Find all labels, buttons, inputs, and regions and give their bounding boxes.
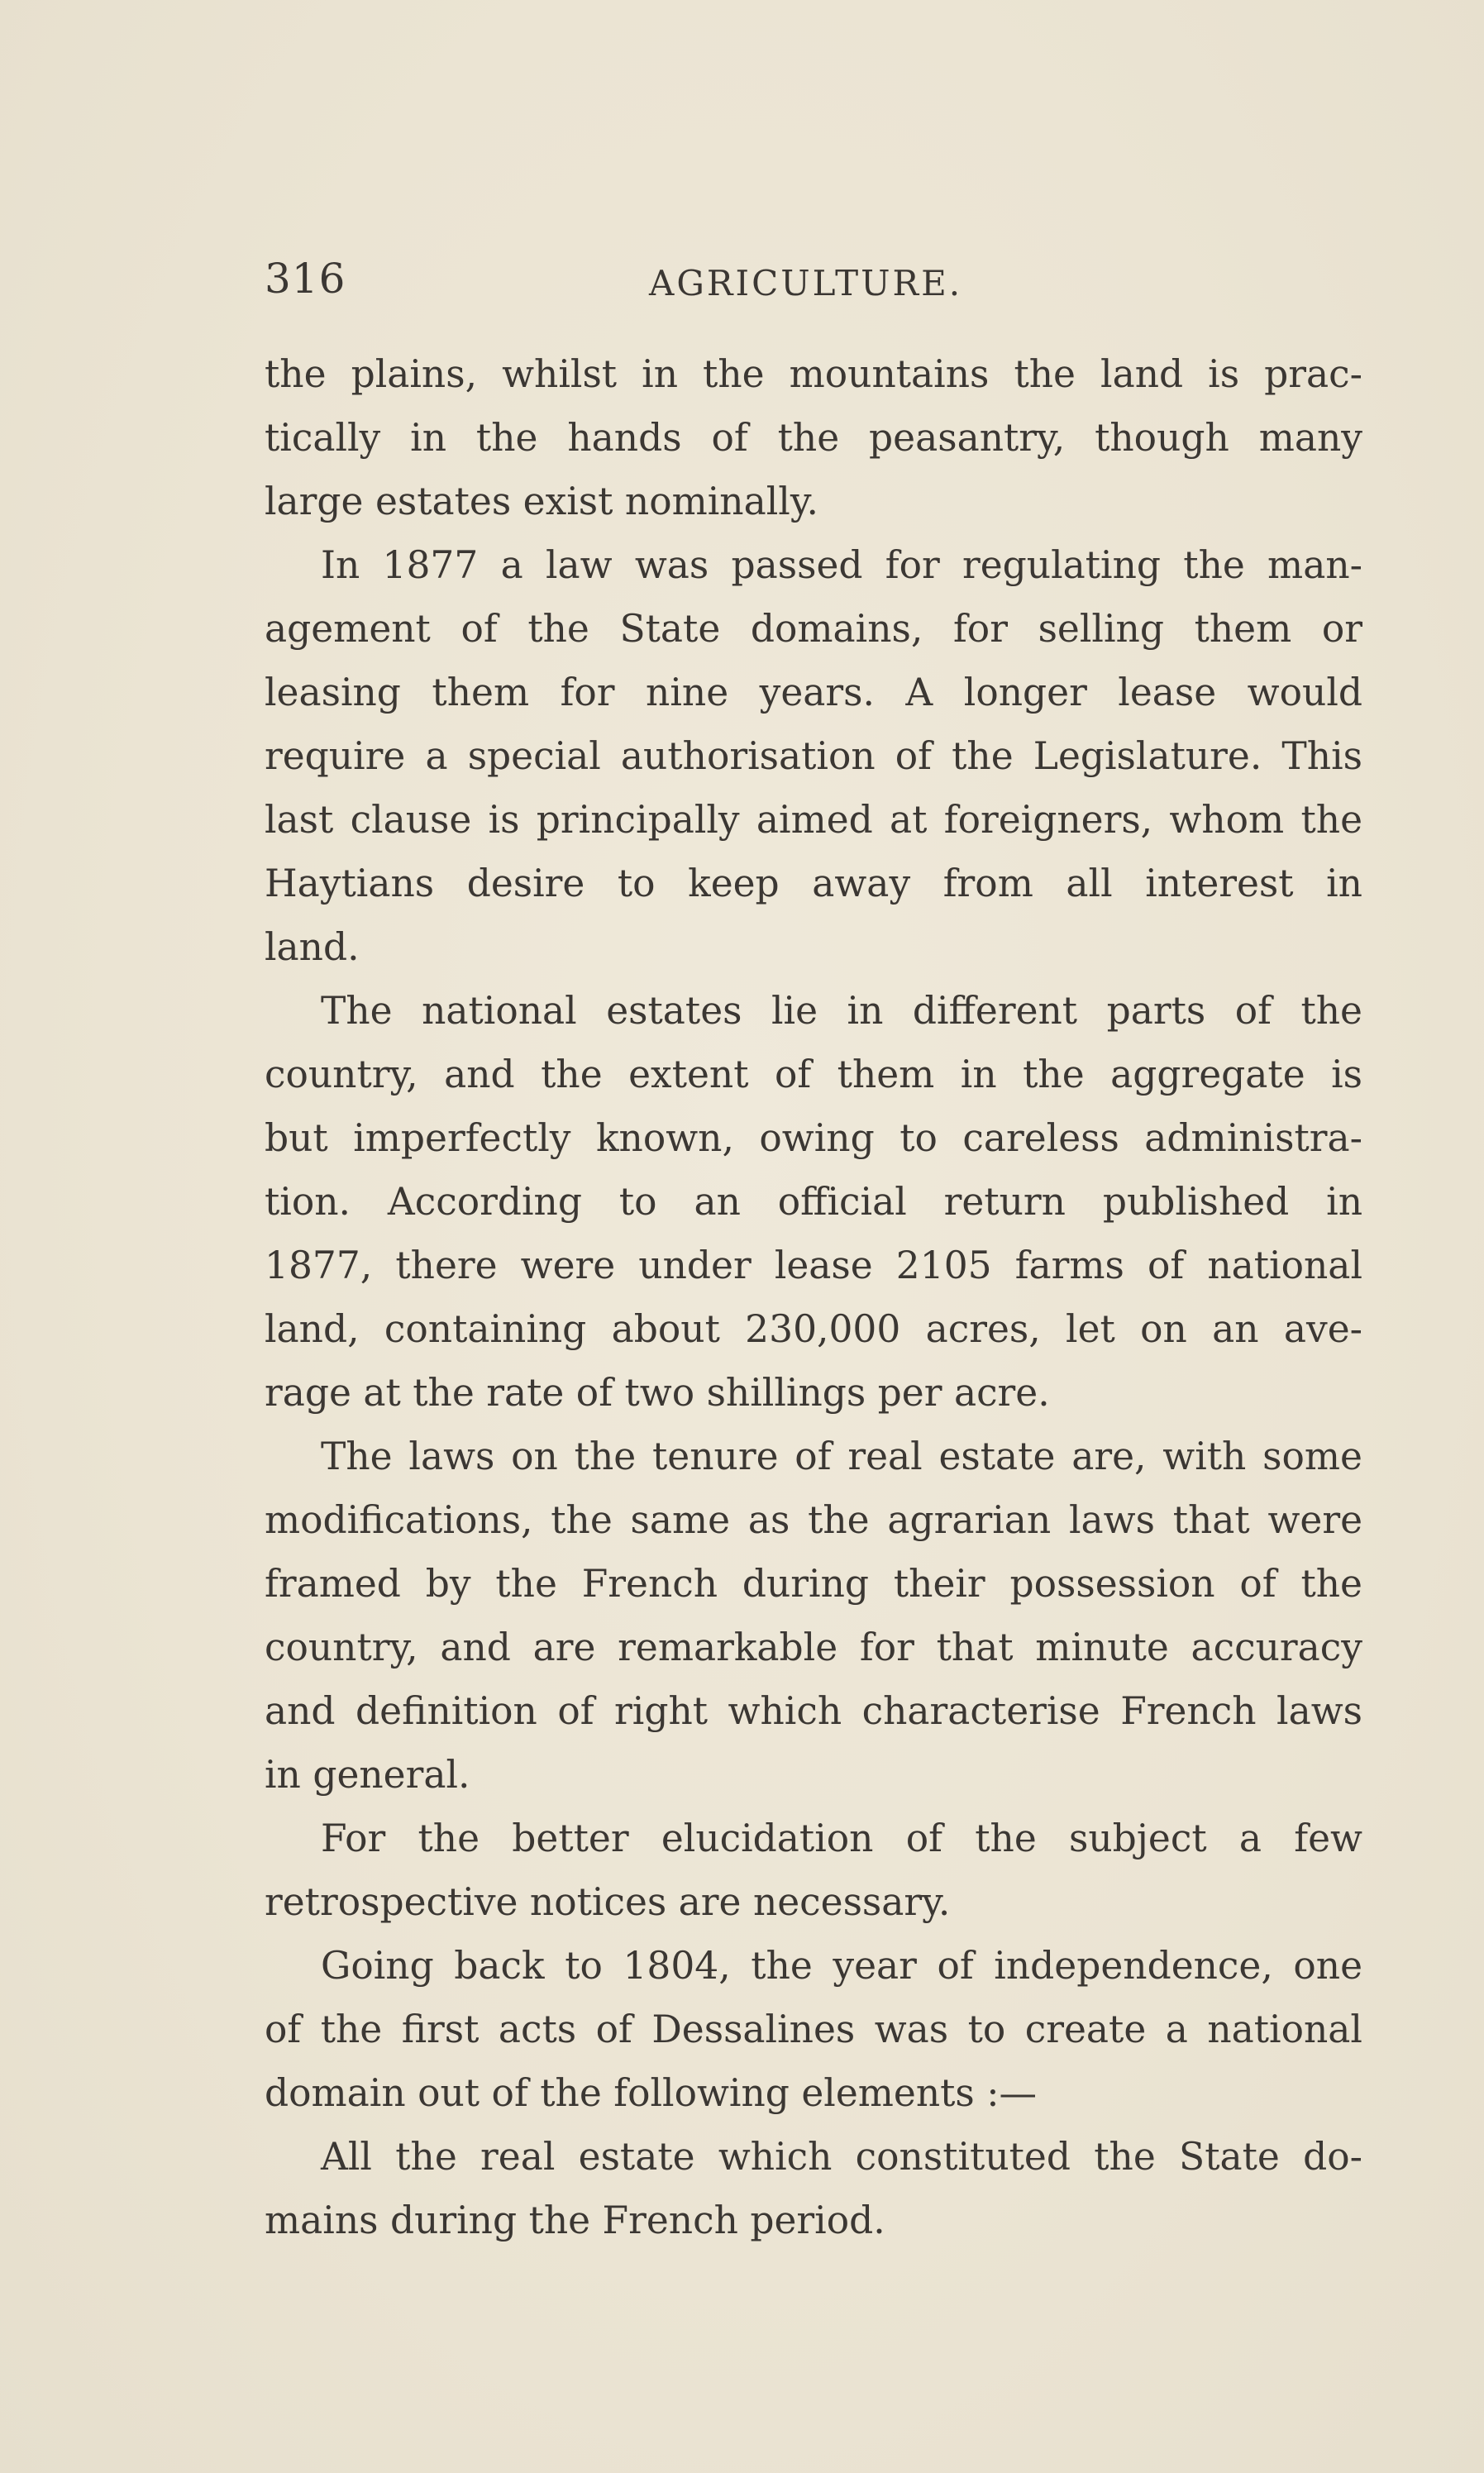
text-line: but imperfectly known, owing to careless administra- — [265, 1116, 1362, 1160]
text-line: country, and are remarkable for that minute accuracy — [265, 1626, 1362, 1669]
text-line: land, containing about 230,000 acres, let on an ave- — [265, 1307, 1362, 1351]
text-line: 1877, there were under lease 2105 farms of national — [265, 1244, 1362, 1287]
text-line: large estates exist nominally. — [265, 480, 818, 523]
text-line: modifications, the same as the agrarian laws that were — [265, 1498, 1362, 1542]
text-line: framed by the French during their possession of the — [265, 1562, 1362, 1606]
text-line: of the first acts of Dessalines was to create a national — [265, 2008, 1362, 2051]
text-line: retrospective notices are necessary. — [265, 1880, 951, 1924]
paragraph-start-line: All the real estate which constituted the State do- — [321, 2135, 1362, 2179]
paragraph-start-line: Going back to 1804, the year of independence, one — [321, 1944, 1362, 1988]
text-line: mains during the French period. — [265, 2198, 885, 2242]
text-line: Haytians desire to keep away from all interest in — [265, 862, 1362, 905]
page-header — [265, 250, 1356, 308]
page-number: 316 — [265, 255, 346, 303]
running-head: AGRICULTURE. — [649, 263, 963, 303]
text-line: country, and the extent of them in the aggregate is — [265, 1053, 1362, 1096]
text-line: leasing them for nine years. A longer lease would — [265, 671, 1362, 714]
text-line: tion. According to an official return published in — [265, 1180, 1362, 1224]
text-line: the plains, whilst in the mountains the land is prac- — [265, 352, 1362, 396]
text-line: and definition of right which characterise French laws — [265, 1689, 1362, 1733]
text-line: agement of the State domains, for selling them or — [265, 607, 1362, 651]
paragraph-start-line: The national estates lie in different parts of the — [321, 989, 1362, 1033]
text-line: rage at the rate of two shillings per acre. — [265, 1371, 1050, 1415]
text-line: domain out of the following elements :— — [265, 2071, 1038, 2115]
text-line: in general. — [265, 1753, 470, 1797]
paragraph-start-line: The laws on the tenure of real estate are, with some — [321, 1435, 1362, 1478]
paragraph-start-line: In 1877 a law was passed for regulating the man- — [321, 543, 1362, 587]
paragraph-start-line: For the better elucidation of the subject a few — [321, 1817, 1362, 1860]
text-line: tically in the hands of the peasantry, though many — [265, 416, 1362, 460]
text-line: require a special authorisation of the Legislature. This — [265, 734, 1362, 778]
text-line: land. — [265, 925, 360, 969]
text-line: last clause is principally aimed at foreigners, whom the — [265, 798, 1362, 842]
